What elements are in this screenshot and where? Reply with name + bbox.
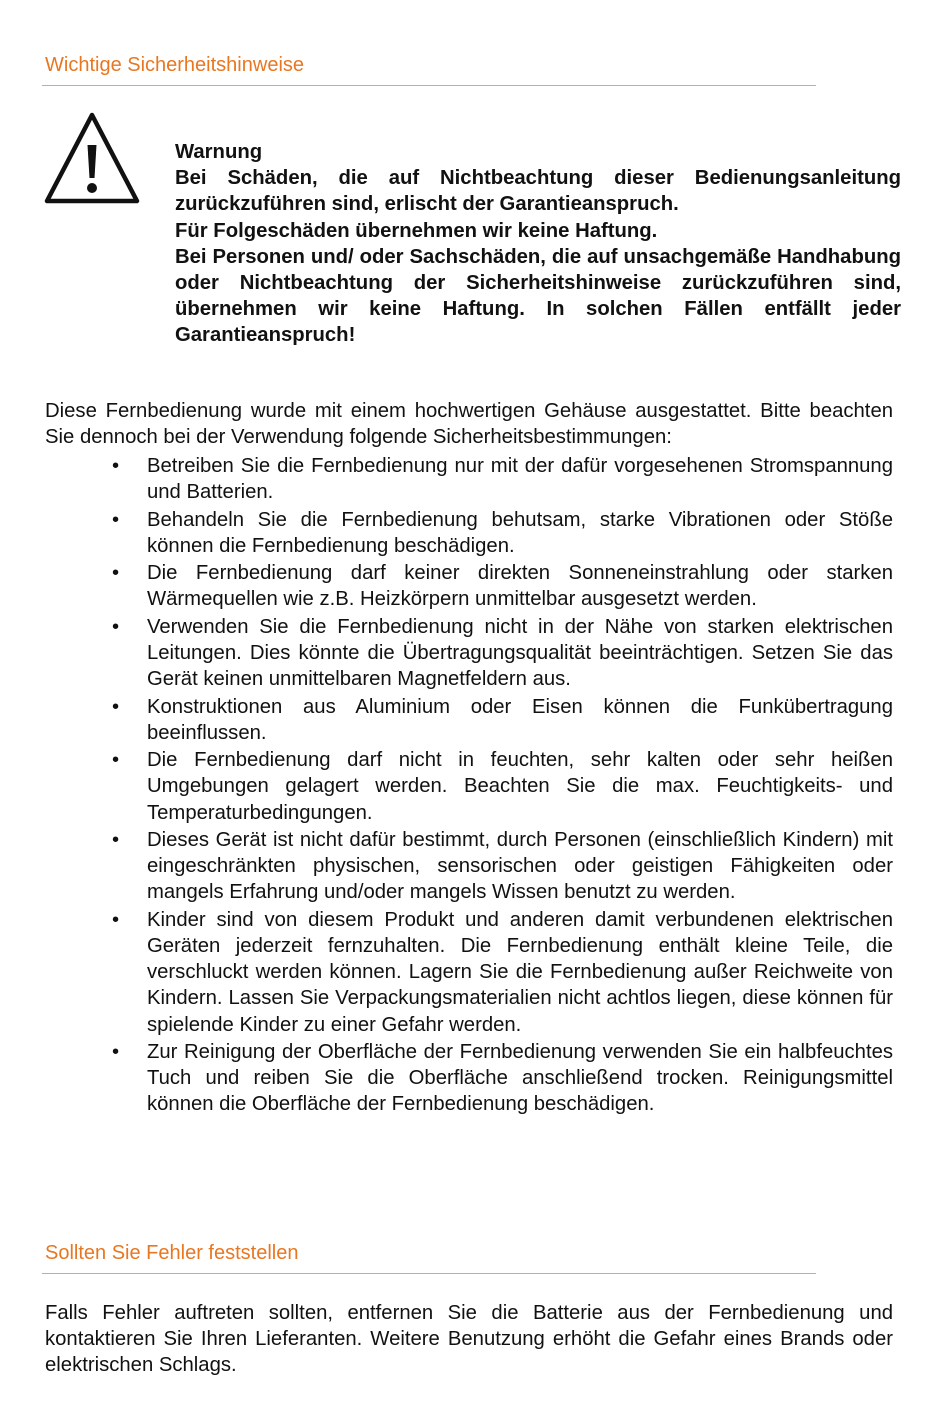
list-item-text: Verwenden Sie die Fernbedienung nicht in der Nähe von starken elektrischen Leitungen. Dies könnte die Übertragungsqualität beeinträchtigen. Setzen Sie das Gerät keinen unmittelbaren Magnetfeldern aus. [147, 615, 893, 691]
section-heading-safety: Wichtige Sicherheitshinweise [45, 54, 305, 76]
heading-rule [42, 85, 816, 86]
warning-title: Warnung [175, 141, 263, 163]
bullet-icon: • [112, 615, 120, 638]
list-item [112, 507, 893, 559]
list-item [112, 1039, 893, 1118]
bullet-icon: • [112, 749, 120, 772]
list-item-text: Die Fernbedienung darf keiner direkten Sonneneinstrahlung oder starken Wärmequellen wie z.B. Heizkörpern unmittelbar ausgesetzt werden. [147, 562, 893, 611]
list-item-text: Behandeln Sie die Fernbedienung behutsam, starke Vibrationen oder Stöße können die Fernbedienung beschädigen. [147, 508, 893, 557]
list-item-text: Kinder sind von diesem Produkt und anderen damit verbundenen elektrischen Geräten jederzeit fernzuhalten. Die Fernbedienung enthält kleine Teile, die verschluckt werden können. Lagern Sie die Fernbedienung außer Reichweite von Kindern. Lassen Sie Verpackungsmaterialien nicht achtlos liegen, diese können für spielende Kinder zu einer Gefahr werden. [147, 908, 893, 1036]
list-item-text: Betreiben Sie die Fernbedienung nur mit der dafür vorgesehenen Stromspannung und Batterien. [147, 455, 893, 504]
bullet-icon: • [112, 508, 120, 531]
warning-text: Bei Schäden, die auf Nichtbeachtung dieser Bedienungsanleitung zurückzuführen sind, erlischt der Garantieanspruch. [175, 167, 901, 216]
list-item [112, 827, 893, 906]
bullet-icon: • [112, 908, 120, 931]
warning-text: Bei Personen und/ oder Sachschäden, die auf unsachgemäße Handhabung oder Nichtbeachtung der Sicherheitshinweise zurückzuführen sind, übernehmen wir keine Haftung. In solchen Fällen entfällt jeder Garantieanspruch! [175, 245, 901, 347]
list-item-text: Die Fernbedienung darf nicht in feuchten, sehr kalten oder sehr heißen Umgebungen gelagert werden. Beachten Sie die max. Feuchtigkeits- und Temperaturbedingungen. [147, 749, 893, 824]
list-item-text: Konstruktionen aus Aluminium oder Eisen können die Funkübertragung beeinflussen. [147, 695, 893, 744]
intro-paragraph: Diese Fernbedienung wurde mit einem hochwertigen Gehäuse ausgestattet. Bitte beachten Sie dennoch bei der Verwendung folgende Sicherheitsbestimmungen: [45, 400, 893, 449]
heading-rule [42, 1273, 816, 1274]
bullet-icon: • [112, 562, 120, 585]
warning-text: Für Folgeschäden übernehmen wir keine Haftung. [175, 219, 658, 242]
bullet-icon: • [112, 1040, 120, 1063]
section-heading-errors: Sollten Sie Fehler feststellen [45, 1242, 299, 1264]
list-item [112, 453, 893, 505]
list-item [112, 907, 893, 1038]
warning-block [175, 139, 901, 349]
list-item-text: Dieses Gerät ist nicht dafür bestimmt, durch Personen (einschließlich Kindern) mit eingeschränkten physischen, sensorischen oder geistigen Fähigkeiten oder mangels Erfahrung und/oder mangels Wissen benutzt zu werden. [147, 828, 893, 904]
bullet-icon: • [112, 695, 120, 718]
warning-triangle-icon [44, 112, 140, 205]
safety-list [112, 453, 893, 1119]
list-item-text: Zur Reinigung der Oberfläche der Fernbedienung verwenden Sie ein halbfeuchtes Tuch und reiben Sie die Oberfläche anschließend trocken. Reinigungsmittel können die Oberfläche der Fernbedienung beschädigen. [147, 1040, 893, 1116]
list-item [112, 614, 893, 693]
bullet-icon: • [112, 455, 120, 477]
list-item [112, 694, 893, 746]
list-item [112, 560, 893, 612]
bullet-icon: • [112, 828, 120, 851]
list-item [112, 747, 893, 826]
errors-paragraph: Falls Fehler auftreten sollten, entfernen Sie die Batterie aus der Fernbedienung und kontaktieren Sie Ihren Lieferanten. Weitere Benutzung erhöht die Gefahr eines Brands oder elektrischen Schlags. [45, 1302, 893, 1377]
